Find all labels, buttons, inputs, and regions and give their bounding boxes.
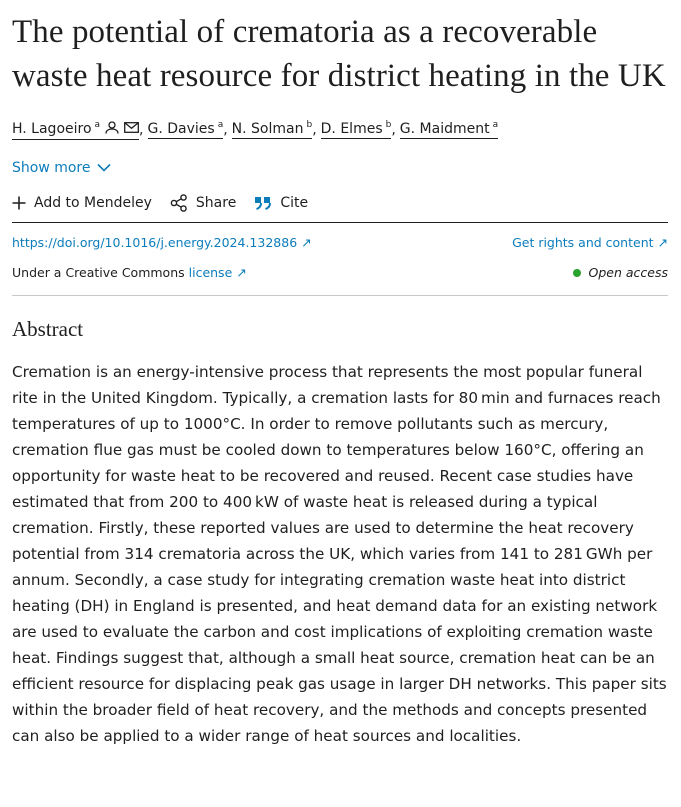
author-separator: ,	[139, 122, 144, 138]
author-affiliation: a	[217, 120, 224, 130]
author-affiliation: a	[492, 120, 499, 130]
author-link[interactable]	[12, 121, 139, 140]
abstract-heading: Abstract	[12, 317, 84, 341]
author-link[interactable]	[321, 121, 392, 139]
quote-icon	[254, 196, 272, 210]
add-to-mendeley-button[interactable]	[12, 195, 152, 211]
cite-button[interactable]	[254, 195, 308, 211]
author-affiliation: b	[385, 120, 392, 130]
rights-link[interactable]	[512, 235, 668, 250]
license-row	[12, 265, 668, 296]
author-link[interactable]	[232, 121, 313, 139]
author-name: G. Davies	[147, 121, 215, 137]
author-name: H. Lagoeiro	[12, 121, 92, 137]
author-separator: ,	[391, 122, 396, 138]
author-name: G. Maidment	[399, 121, 490, 137]
envelope-icon	[124, 121, 139, 138]
author-list	[12, 120, 668, 140]
open-access-label: Open access	[588, 265, 668, 280]
author-separator: ,	[223, 122, 228, 138]
author-link[interactable]	[148, 121, 224, 139]
author-affiliation: b	[306, 120, 313, 130]
license-prefix: Under a Creative Commons	[12, 265, 185, 280]
share-button[interactable]	[170, 194, 236, 212]
author-link[interactable]	[400, 121, 498, 139]
author-separator: ,	[312, 122, 317, 138]
share-icon	[170, 194, 188, 212]
add-to-mendeley-label: Add to Mendeley	[34, 195, 152, 211]
author-name: N. Solman	[231, 121, 304, 137]
show-more-button[interactable]	[12, 160, 668, 176]
external-link-icon: ↗	[236, 265, 247, 280]
open-access-badge	[573, 265, 668, 280]
author-name: D. Elmes	[320, 121, 383, 137]
doi-link[interactable]	[12, 235, 312, 250]
share-label: Share	[195, 195, 237, 211]
chevron-down-icon	[97, 160, 111, 176]
license-text: license	[188, 265, 233, 280]
external-link-icon: ↗	[301, 235, 312, 250]
plus-icon	[12, 196, 26, 210]
external-link-icon: ↗	[657, 235, 668, 250]
doi-text: https://doi.org/10.1016/j.energy.2024.132886	[12, 235, 298, 250]
article-title: The potential of crematoria as a recoverable waste heat resource for district heating in the UK	[12, 14, 666, 94]
abstract-text: Cremation is an energy-intensive process that represents the most popular funeral rite in the United Kingdom. Typically, a cremation lasts for 80 min and furnaces reach temperatures of up to 1000°C. In order to remove pollutants such as mercury, cremation flue gas must be cooled down to temperatures below 160°C, offering an opportunity for waste heat to be recovered and reused. Recent case studies have estimated that from 200 to 400 kW of waste heat is released during a typical cremation. Firstly, these reported values are used to determine the heat recovery potential from 314 crematoria across the UK, which varies from 141 to 281 GWh per annum. Secondly, a case study for integrating cremation waste heat into district heating (DH) in England is presented, and heat demand data for an existing network are used to evaluate the carbon and cost implications of exploiting cremation waste heat. Findings suggest that, although a small heat source, cremation heat can be an efficient resource for displacing peak gas usage in larger DH networks. This paper sits within the broader field of heat recovery, and the methods and concepts presented can also be applied to a wider range of heat sources and localities.	[12, 363, 667, 746]
author-affiliation: a	[94, 120, 101, 130]
license-notice	[12, 265, 247, 280]
article-header	[12, 0, 668, 765]
person-icon	[105, 121, 119, 139]
cite-label: Cite	[280, 195, 309, 211]
rights-text: Get rights and content	[512, 235, 654, 250]
article-toolbar	[12, 194, 668, 223]
link-row	[12, 235, 668, 250]
license-link[interactable]	[189, 265, 247, 280]
show-more-label: Show more	[12, 160, 91, 176]
open-access-dot-icon	[573, 269, 581, 277]
